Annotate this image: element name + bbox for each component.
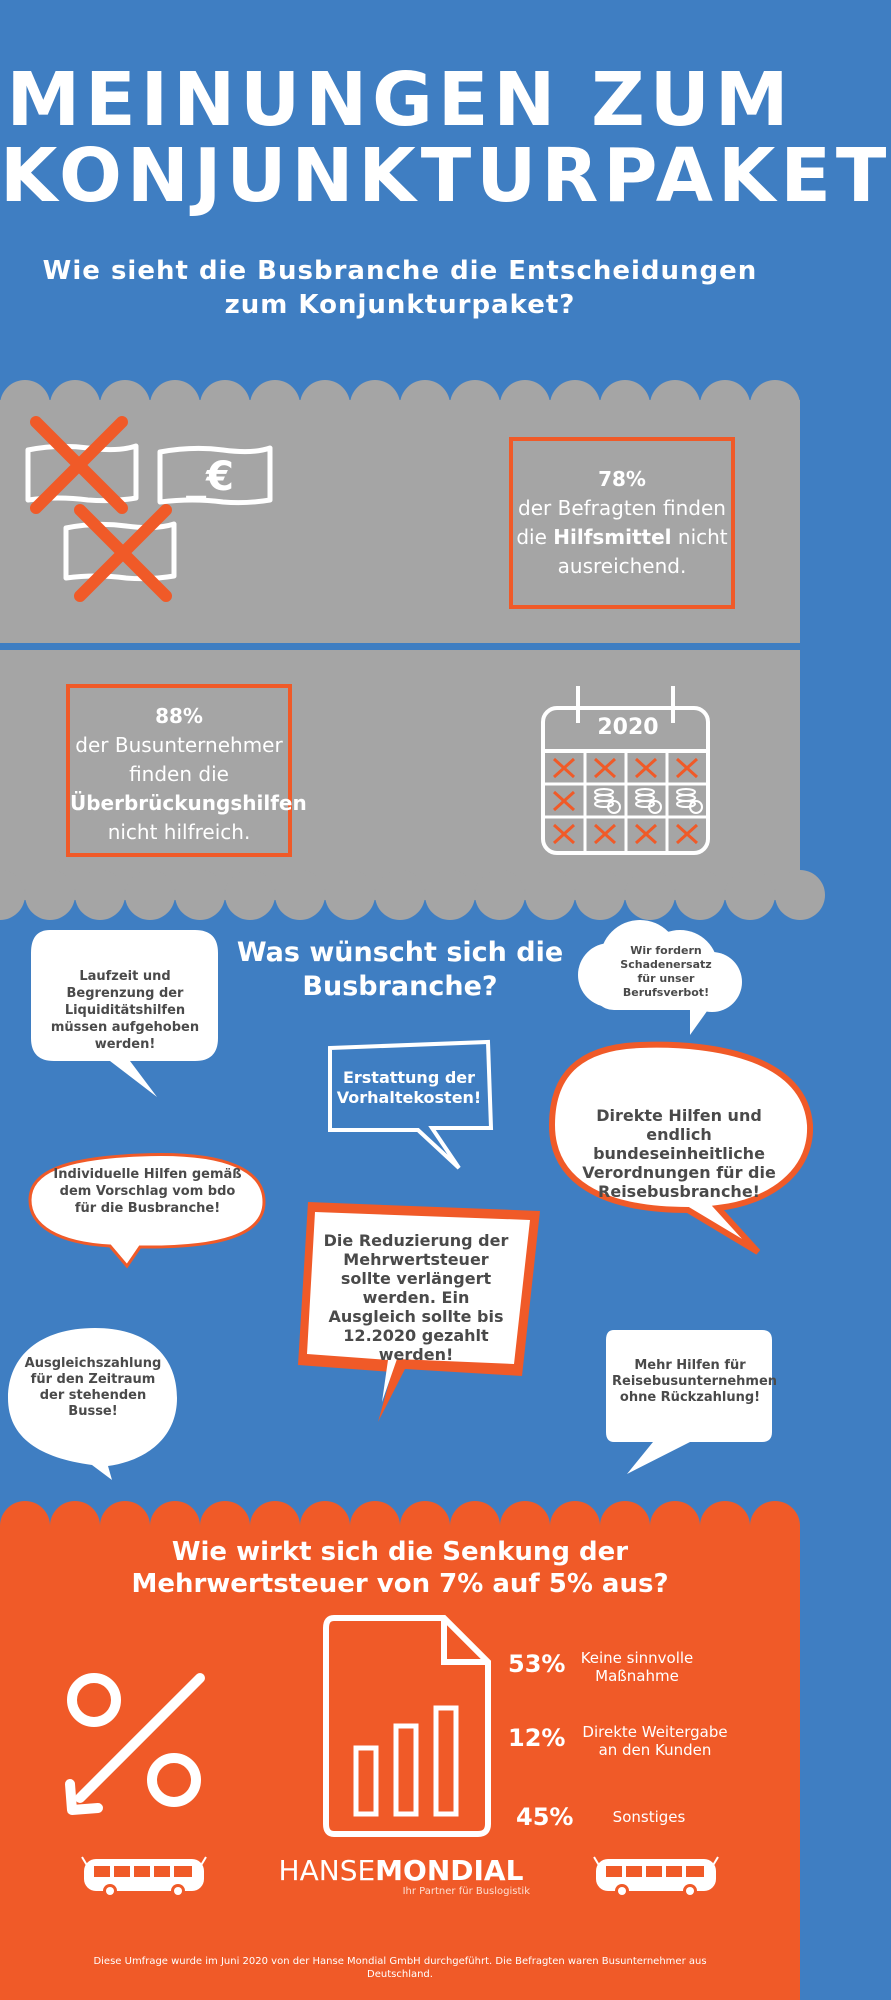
vat-heading [80, 1536, 720, 1600]
bubble-schadenersatz-text: Wir fordern Schadenersatz für unser Berufsverbot! [620, 944, 712, 999]
vat-result-0-label [572, 1649, 702, 1685]
calendar-icon [538, 683, 718, 858]
calendar-year: 2020 [597, 715, 659, 740]
vat-result-0-label-line1: Keine sinnvolle [580, 1649, 694, 1667]
percent-icon [62, 1668, 212, 1818]
svg-text:_€: _€ [186, 454, 234, 500]
stat1-line2-post: nicht [671, 525, 728, 549]
vat-result-1-label-line1: Direkte Weitergabe [582, 1723, 728, 1741]
stat1-percent: 78% [598, 467, 646, 491]
stat-box-hilfsmittel [509, 437, 735, 609]
vat-result-2-value: 45% [516, 1803, 574, 1831]
vat-result-0-label-line2: Maßnahme [595, 1667, 679, 1685]
stat-box-ueberbrueckungshilfen [66, 684, 307, 857]
document-chart-icon [322, 1612, 494, 1840]
brand-name-part1: HANSE [278, 1854, 376, 1887]
stat2-line3: Überbrückungshilfen [70, 791, 307, 815]
stat1-line1: der Befragten finden [518, 496, 726, 520]
bubble-vorhaltekosten-text: Erstattung der Vorhaltekosten! [336, 1068, 482, 1107]
wishes-heading-line2: Busbranche? [302, 971, 498, 1002]
bus-icon-right [592, 1853, 720, 1901]
brand-tagline: Ihr Partner für Buslogistik [402, 1886, 530, 1897]
page-title-line2: KONJUNKTURPAKET [0, 133, 891, 219]
vat-result-1-label-line2: an den Kunden [598, 1741, 712, 1759]
page-subtitle-line1: Wie sieht die Busbranche die Entscheidungen [42, 256, 758, 286]
brand-name-part2: MONDIAL [375, 1854, 524, 1887]
vat-heading-line2: Mehrwertsteuer von 7% auf 5% aus? [131, 1569, 669, 1599]
page-title-line1: MEINUNGEN ZUM [6, 57, 794, 143]
brand-logo [266, 1856, 536, 1886]
vat-heading-line1: Wie wirkt sich die Senkung der [171, 1537, 629, 1567]
stat2-line1: der Busunternehmer [75, 733, 283, 757]
vat-result-2-label: Sonstiges [612, 1808, 686, 1826]
bubble-individuelle-hilfen-text: Individuelle Hilfen gemäß dem Vorschlag vom bdo für die Busbranche! [53, 1167, 242, 1216]
vat-result-1-value: 12% [508, 1724, 566, 1752]
stat1-line2-pre: die [516, 525, 554, 549]
stat2-line2: finden die [129, 762, 229, 786]
page-subtitle-line2: zum Konjunkturpaket? [224, 290, 576, 320]
footer-note: Diese Umfrage wurde im Juni 2020 von der Hanse Mondial GmbH durchgeführt. Die Befragten waren Busunternehmer aus Deutschland. [93, 1956, 707, 1980]
bubble-mehr-hilfen-text: Mehr Hilfen für Reisebusunternehmen ohne Rückzahlung! [612, 1358, 778, 1405]
bubble-ausgleichszahlung-text: Ausgleichszahlung für den Zeitraum der stehenden Busse! [24, 1356, 162, 1419]
stat1-line3: ausreichend. [557, 554, 687, 578]
stat1-line2 [513, 523, 731, 552]
wishes-heading-line1: Was wünscht sich die [236, 937, 564, 968]
bubble-mehrwertsteuer-text: Die Reduzierung der Mehrwertsteuer sollte verlängert werden. Ein Ausgleich sollte bis 12.2020 gezahlt werden! [323, 1231, 509, 1364]
crossed-money-icon [18, 410, 278, 610]
stat1-line2-bold: Hilfsmittel [553, 525, 672, 549]
stat2-percent: 88% [155, 704, 203, 728]
vat-result-0-value: 53% [508, 1650, 566, 1678]
bus-icon-left [80, 1853, 208, 1901]
bubble-direkte-hilfen-text: Direkte Hilfen und endlich bundeseinheitliche Verordnungen für die Reisebusbranche! [582, 1106, 776, 1201]
bubble-liquiditaet-text: Laufzeit und Begrenzung der Liquiditätshilfen müssen aufgehoben werden! [50, 969, 200, 1052]
stat2-line4: nicht hilfreich. [107, 820, 251, 844]
vat-result-1-label [580, 1723, 730, 1759]
